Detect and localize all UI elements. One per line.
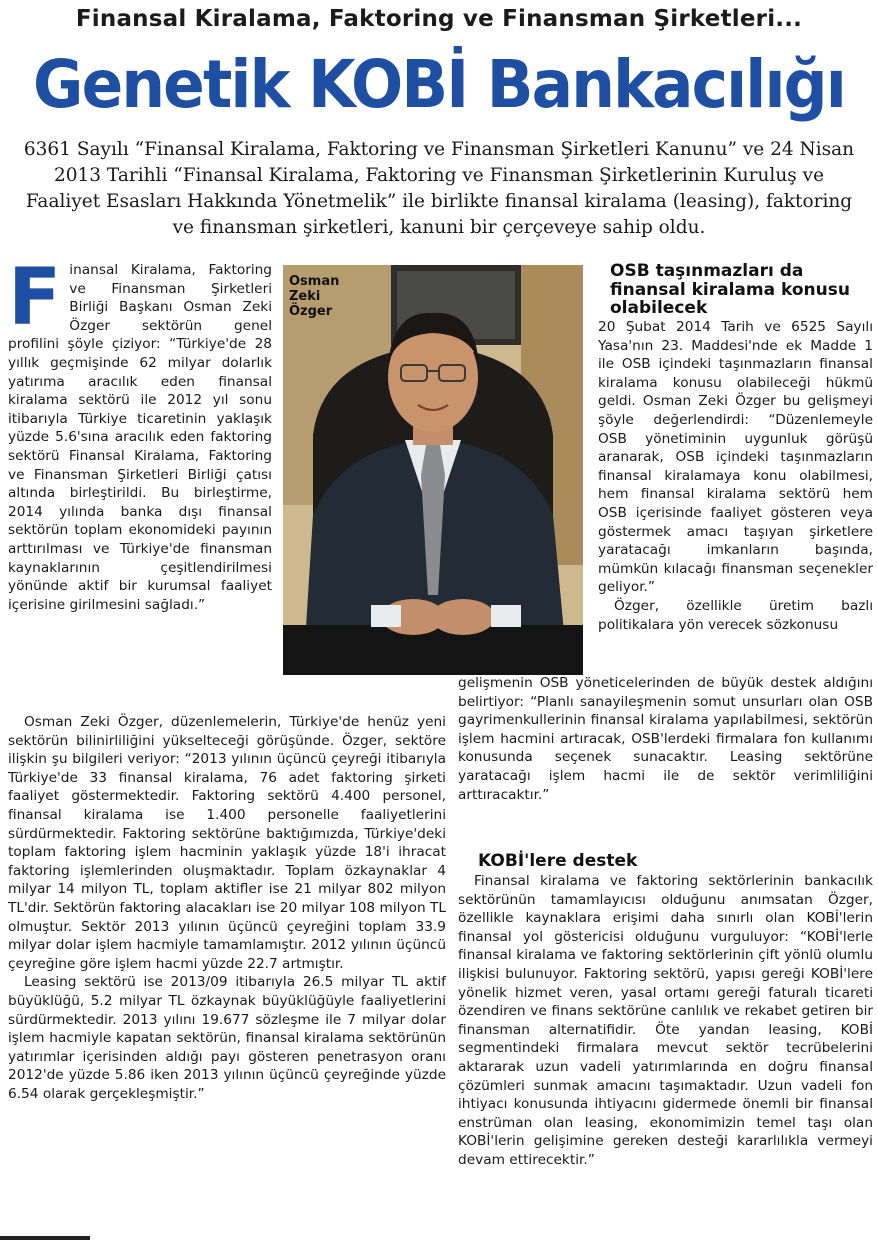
portrait-illustration (283, 265, 583, 675)
kicker: Finansal Kiralama, Faktoring ve Finansman Şirketleri... (75, 6, 803, 32)
intro-paragraph (8, 253, 272, 614)
left-column-top (8, 253, 272, 614)
body-paragraph: Leasing sektörü ise 2013/09 itibarıyla 26.5 milyar TL aktif büyüklüğü, 5.2 milyar TL özkaynak büyüklüğüyle faaliyetlerini sürdürmektedir. 2013 yılını 19.677 sözleşme ile 7 milyar dolar işlem hacmiyle kapatan sektörün, finansal kiralama sektörünün yatırımlar içerisinden aldığı payı gösteren penetrasyon oranı 2012'de yüzde 5.86 iken 2013 yılının üçüncü çeyreğinde yüzde 6.54 olarak gerçekleşmiştir.” (8, 974, 446, 1102)
body-paragraph: Osman Zeki Özger, düzenlemelerin, Türkiye'de henüz yeni sektörün bilinirliliğini yükselteceği görüşünde. Özger, sektöre ilişkin şu bilgileri veriyor: “2013 yılının üçüncü çeyreği itibarıyla Türkiye'de 33 finansal kiralama, 76 adet faktoring şirketi faaliyet göstermektedir. Faktoring sektörü 4.400 personel, finansal kiralama ise 1.400 personelle faaliyetlerini sürdürmektedir. Faktoring sektörüne baktığımızda, Türkiye'deki toplam faktoring işlem hacminin yaklaşık yüzde 18'i ihracat faktoring işlemlerinden oluşmaktadır. Toplam özkaynaklar 4 milyar 14 milyon TL, toplam aktifler ise 21 milyar 802 milyon TL'dir. Sektörün faktoring alacakları ise 20 milyar 108 milyon TL olmuştur. Sektör 2013 yılının üçüncü çeyreğini toplam 33.9 milyar dolar işlem hacmiyle tamamlamıştır. 2012 yılının üçüncü çeyreğine göre işlem hacmi yüzde 22.7 artmıştır. (8, 714, 446, 972)
right-column-bottom (458, 872, 873, 1170)
intro-text: inansal Kiralama, Faktoring ve Finansman Şirketleri Birliği Başkanı Osman Zeki Özger sektörün genel profilini şöyle çiziyor: “Türkiye'de 28 yıllık geçmişinde 62 milyar dolarlık yatırıma aracılık eden finansal kiralama sektörü ile 2012 yıl sonu itibarıyla Türkiye ticaretinin yaklaşık yüzde 5.6'sına aracılık eden faktoring sektörü Finansal Kiralama, Faktoring ve Finansman Şirketleri Birliği çatısı altında birleştirildi. Bu birleştirme, 2014 yılında banka dışı finansal sektörün toplam ekonomideki payının arttırılması ve Türkiye'de finansman kaynaklarının çeşitlendirilmesi yönünde aktif bir kurumsal faaliyet içerisine girilmesini sağladı.” (8, 262, 272, 613)
body-paragraph: Finansal kiralama ve faktoring sektörlerinin bankacılık sektörünün tamamlayıcısı olduğunu anımsatan Özger, özellikle kaynaklara erişimi daha sınırlı olan KOBİ'lerin finansal yol göstericisi olduğunu vurguluyor: “KOBİ'lerle finansal kiralama ve faktoring sektörlerinin çift yönlü olumlu ilişkisi bulunuyor. Faktoring sektörü, yapısı gereği KOBİ'lere yönelik hizmet veren, yasal ortamı gereği faturalı ticareti özendiren ve finans sektörüne canlılık ve rekabet getiren bir finansman alternatifidir. Öte yandan leasing, KOBİ segmentindeki firmalara mevcut sektör tecrübelerini aktararak uzun vadeli yatırımlarında en doğru finansal çözümleri sunmak amacını taşımaktadır. Uzun vadeli fon ihtiyacı konusunda ihtiyacını gidermede önemli bir finansal enstrüman olan leasing, ekonomimizin temel taşı olan KOBİ'lerin gelişimine gereken desteği kararlılıkla vermeyi devam ettirecektir.” (458, 873, 873, 1168)
lead-paragraph: 6361 Sayılı “Finansal Kiralama, Faktoring ve Finansman Şirketleri Kanunu” ve 24 Nisan 2013 Tarihli “Finansal Kiralama, Faktoring ve Finansman Şirketlerinin Kuruluş ve Faaliyet Esasları Hakkında Yönetmelik” ile birlikte finansal kiralama (leasing), faktoring ve finansman şirketleri, kanuni bir çerçeveye sahip oldu. (23, 139, 855, 238)
drop-cap: F (8, 253, 62, 343)
left-column-bottom (8, 713, 446, 1103)
divider (0, 1236, 90, 1240)
right-column-top (598, 318, 873, 634)
right-column-middle (458, 674, 873, 804)
section-heading: OSB taşınmazları da finansal kiralama konusu olabilecek (610, 261, 850, 318)
section-heading: KOBİ'lere destek (478, 851, 638, 871)
portrait-photo (283, 265, 583, 675)
photo-caption: Osman Zeki Özger (289, 274, 340, 319)
body-paragraph: gelişmenin OSB yöneticelerinden de büyük destek aldığını belirtiyor: “Planlı sanayileşmenin somut unsurları olan OSB gayrimenkullerinin finansal kiralama yapılabilmesi, sektörün işlem hacmini artıracak, OSB'lerdeki firmalara fon kullanımı konusunda seçenek sunacaktır. Leasing sektörüne yaratacağı işlem hacmi ile de sektör verimliliğini arttıracaktır.” (458, 675, 873, 803)
page-title: Genetik KOBİ Bankacılığı (33, 46, 845, 123)
body-paragraph: 20 Şubat 2014 Tarih ve 6525 Sayılı Yasa'nın 23. Maddesi'nde ek Madde 1 ile OSB içindeki taşınmazların finansal kiralama konusu olabileceği hükmü geldi. Osman Zeki Özger bu gelişmeyi şöyle değerlendirdi: “Düzenlemeyle OSB yönetiminin uygunluk görüşü aranarak, OSB içindeki taşınmazların finansal kiralamaya konu olabilmesi, hem finansal kiralama sektörü hem OSB içerisinde faaliyet gösteren veya göstermek amacı taşıyan şirketlere yaratacağı imkanların başında, mümkün kılacağı finansman seçenekler geliyor.” (598, 319, 873, 596)
body-paragraph: Özger, özellikle üretim bazlı politikalara yön verecek sözkonusu (598, 597, 873, 633)
